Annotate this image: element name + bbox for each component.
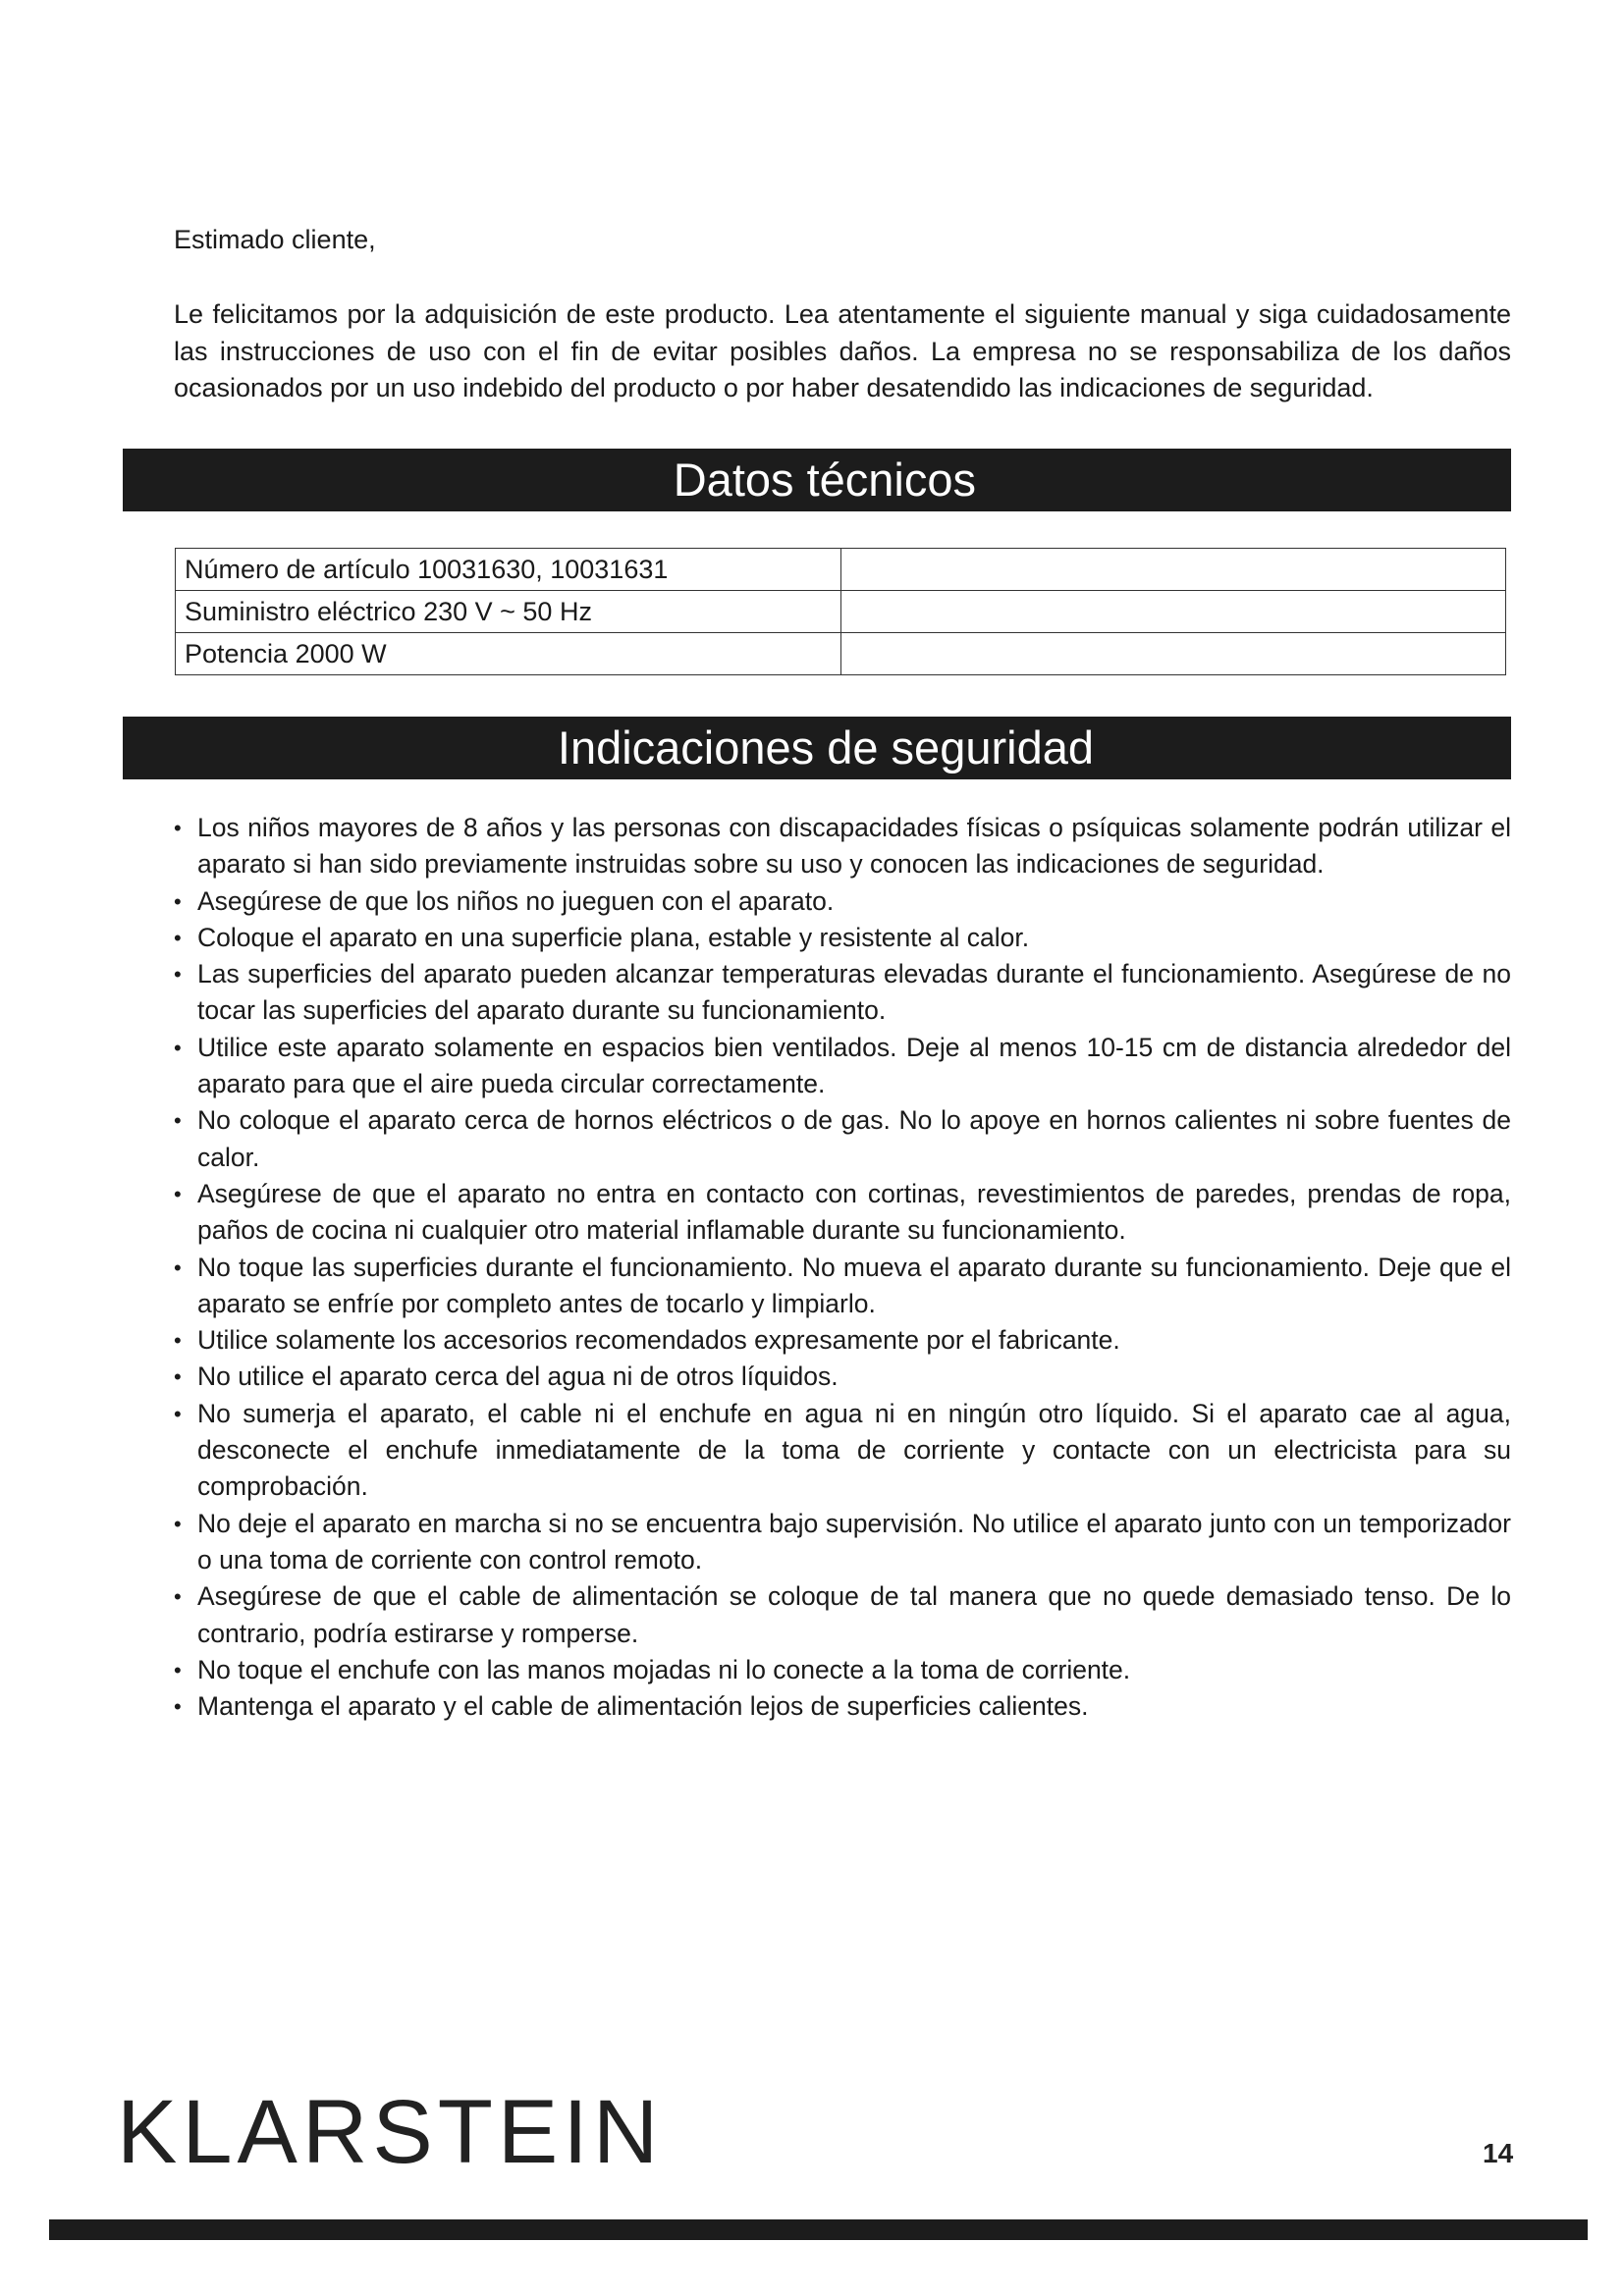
bullet-icon: • — [174, 816, 182, 840]
bullet-icon: • — [174, 1328, 182, 1354]
bullet-icon: • — [174, 1584, 182, 1610]
list-item — [174, 1396, 1511, 1506]
list-item — [174, 1652, 1511, 1688]
list-item-text: No deje el aparato en marcha si no se encuentra bajo supervisión. No utilice el aparato junto con un temporizador o una toma de corriente con control remoto. — [197, 1508, 1511, 1575]
list-item-text: No toque las superficies durante el funcionamiento. No mueva el aparato durante su funcionamiento. Deje que el aparato se enfríe por completo antes de tocarlo y limpiarlo. — [197, 1252, 1511, 1318]
footer-bar — [49, 2219, 1588, 2240]
list-item — [174, 1506, 1511, 1579]
list-item — [174, 810, 1511, 883]
list-item-text: No utilice el aparato cerca del agua ni de otros líquidos. — [197, 1362, 839, 1392]
list-item-text: Coloque el aparato en una superficie plana, estable y resistente al calor. — [197, 922, 1030, 952]
spec-value — [840, 549, 1506, 591]
spec-label: Potencia 2000 W — [176, 633, 841, 675]
bullet-icon: • — [174, 1255, 182, 1280]
list-item — [174, 920, 1511, 956]
safety-list — [174, 810, 1511, 1725]
safety-section-title: Indicaciones de seguridad — [557, 721, 1094, 774]
list-item-text: No toque el enchufe con las manos mojadas ni lo conecte a la toma de corriente. — [197, 1654, 1131, 1684]
bullet-icon: • — [174, 888, 182, 914]
spec-value — [840, 633, 1506, 675]
list-item — [174, 1322, 1511, 1359]
spec-label: Suministro eléctrico 230 V ~ 50 Hz — [176, 591, 841, 633]
table-row — [176, 633, 1506, 675]
page-number: 14 — [1483, 2138, 1514, 2168]
spec-label: Número de artículo 10031630, 10031631 — [176, 549, 841, 591]
list-item-text: Mantenga el aparato y el cable de alimentación lejos de superficies calientes. — [197, 1691, 1089, 1722]
list-item-text: Las superficies del aparato pueden alcanzar temperaturas elevadas durante el funcionamiento. Asegúrese de no tocar las superficies del aparato durante su funcionamiento. — [197, 959, 1511, 1026]
list-item-text: No coloque el aparato cerca de hornos eléctricos o de gas. No lo apoye en hornos calientes ni sobre fuentes de calor. — [197, 1105, 1511, 1172]
klarstein-logo: KLARSTEIN — [117, 2082, 664, 2182]
list-item-text: Los niños mayores de 8 años y las personas con discapacidades físicas o psíquicas solamente podrán utilizar el aparato si han sido previamente instruidas sobre su uso y conocen las indicaciones de seguridad. — [197, 813, 1511, 880]
table-row — [176, 549, 1506, 591]
list-item — [174, 883, 1511, 920]
bullet-icon: • — [174, 1108, 182, 1134]
bullet-icon: • — [174, 1511, 182, 1536]
list-item — [174, 1030, 1511, 1103]
spec-value — [840, 591, 1506, 633]
tech-section-title: Datos técnicos — [673, 454, 976, 506]
bullet-icon: • — [174, 1657, 182, 1682]
list-item-text: Utilice este aparato solamente en espacios bien ventilados. Deje al menos 10-15 cm de distancia alrededor del aparato para que el aire pueda circular correctamente. — [197, 1032, 1511, 1099]
list-item — [174, 1250, 1511, 1323]
safety-section-header — [123, 717, 1511, 779]
bullet-icon: • — [174, 925, 182, 950]
list-item — [174, 1176, 1511, 1250]
list-item-text: Asegúrese de que el aparato no entra en contacto con cortinas, revestimientos de paredes, prendas de ropa, paños de cocina ni cualquier otro material inflamable durante su funcionamiento. — [197, 1178, 1511, 1246]
list-item — [174, 1359, 1511, 1395]
list-item — [174, 1102, 1511, 1176]
intro-paragraph: Le felicitamos por la adquisición de este producto. Lea atentamente el siguiente manual y siga cuidadosamente las instrucciones de uso con el fin de evitar posibles daños. La empresa no se responsabiliza de los daños ocasionados por un uso indebido del producto o por haber desatendido las indicaciones de seguridad. — [174, 299, 1511, 402]
tech-specs-table — [175, 548, 1506, 675]
tech-section-header — [123, 449, 1511, 511]
bullet-icon: • — [174, 1401, 182, 1426]
list-item-text: Utilice solamente los accesorios recomendados expresamente por el fabricante. — [197, 1325, 1120, 1356]
greeting: Estimado cliente, — [174, 225, 376, 254]
bullet-icon: • — [174, 1035, 182, 1060]
list-item-text: No sumerja el aparato, el cable ni el enchufe en agua ni en ningún otro líquido. Si el aparato cae al agua, desconecte el enchufe inmediatamente de la toma de corriente y contacte con un electricista para su comprobación. — [197, 1398, 1511, 1502]
list-item — [174, 956, 1511, 1030]
bullet-icon: • — [174, 1181, 182, 1206]
bullet-icon: • — [174, 1364, 182, 1390]
list-item — [174, 1688, 1511, 1725]
list-item — [174, 1578, 1511, 1652]
bullet-icon: • — [174, 1694, 182, 1720]
list-item-text: Asegúrese de que el cable de alimentación se coloque de tal manera que no quede demasiado tenso. De lo contrario, podría estirarse y romperse. — [197, 1581, 1511, 1648]
bullet-icon: • — [174, 962, 182, 988]
list-item-text: Asegúrese de que los niños no jueguen con el aparato. — [197, 885, 835, 916]
table-row — [176, 591, 1506, 633]
